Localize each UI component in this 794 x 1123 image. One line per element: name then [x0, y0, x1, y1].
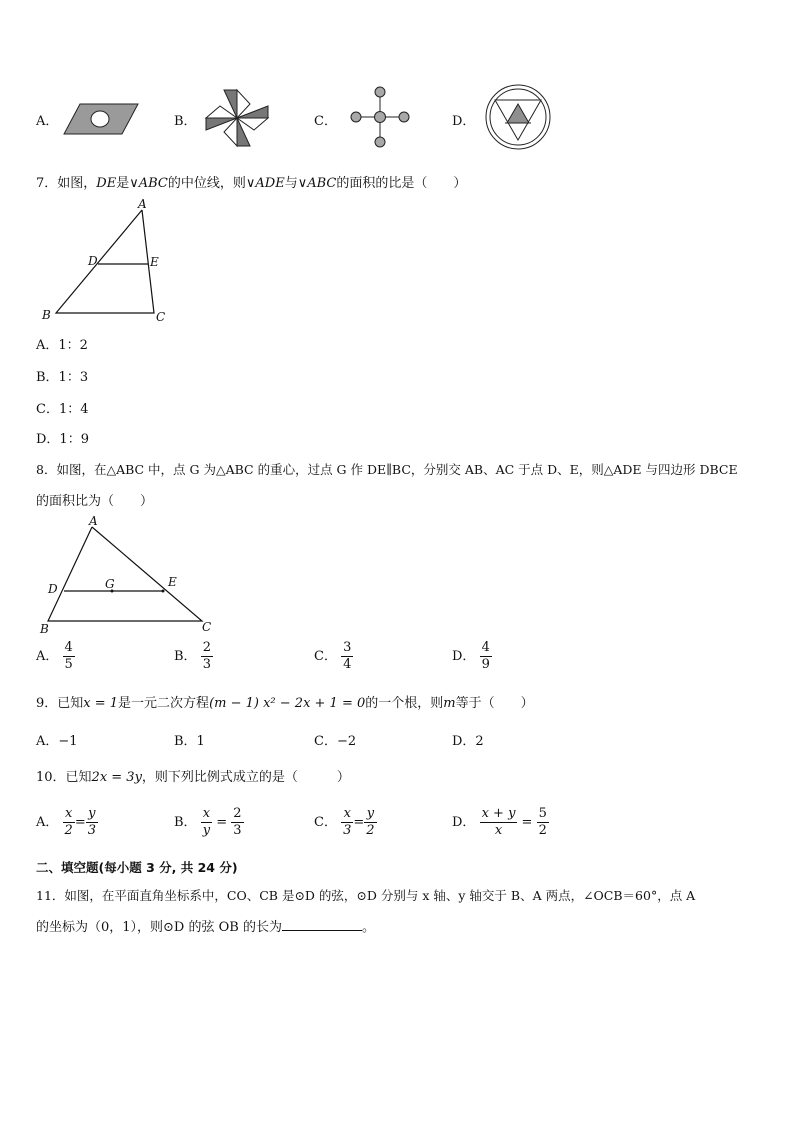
q8-label-a: A	[89, 514, 98, 528]
q8-label-b: B	[40, 622, 49, 636]
q7-triangle-abc: ABC	[138, 176, 168, 191]
fraction	[63, 640, 75, 673]
q11-text: 。	[361, 920, 375, 935]
q9-equation: (m − 1) x² − 2x + 1 = 0	[209, 696, 366, 711]
denominator: 2	[538, 823, 547, 838]
fraction	[364, 806, 376, 839]
q11-answer-blank[interactable]	[282, 918, 362, 931]
denominator: 3	[233, 823, 242, 838]
numerator: 4	[64, 640, 73, 655]
q7-label-d: D	[88, 254, 98, 268]
pinwheel-icon	[204, 88, 270, 148]
q7-triangle-ade: ADE	[255, 176, 285, 191]
option-letter: D．	[452, 815, 476, 830]
option-letter: A．	[36, 649, 59, 664]
q8-option-d[interactable]	[452, 640, 492, 673]
q8-triangle-figure	[36, 514, 226, 636]
q10-option-c[interactable]: C． $\frac{x}{3}$ = $\frac{y}{2}$	[314, 806, 375, 838]
q7-label-a: A	[138, 198, 147, 211]
q6-option-d-letter[interactable]: D．	[452, 114, 476, 129]
q7-text: 与	[284, 176, 298, 191]
q7-text: 是	[116, 176, 130, 191]
q7-label-e: E	[150, 255, 159, 269]
option-letter: B．	[174, 815, 197, 830]
fraction	[63, 806, 75, 839]
fraction	[537, 806, 549, 839]
option-letter: B．	[174, 649, 197, 664]
fraction	[231, 806, 243, 839]
denominator: 3	[343, 823, 352, 838]
q6-option-a-letter[interactable]: A．	[36, 114, 59, 129]
numerator: 4	[481, 640, 490, 655]
triangle-symbol: ∨	[129, 176, 139, 191]
option-letter: D．	[452, 649, 476, 664]
numerator: 2	[233, 806, 242, 821]
q7-option-b[interactable]: B．1：3	[36, 370, 89, 385]
numerator: x	[63, 806, 75, 823]
q9-text: 是一元二次方程	[118, 696, 210, 711]
denominator: 2	[64, 823, 73, 838]
denominator: y	[202, 823, 211, 838]
option-letter: C．	[314, 649, 337, 664]
q6-option-b-letter[interactable]: B．	[174, 114, 197, 129]
denominator: 3	[202, 657, 211, 672]
q7-label-b: B	[42, 308, 51, 322]
q9-text: 的一个根，则	[365, 696, 444, 711]
denominator: 4	[343, 657, 352, 672]
q7-number: 7．如图，	[36, 176, 97, 191]
q9-stem	[36, 692, 534, 711]
q7-triangle-abc: ABC	[307, 176, 337, 191]
q8-stem-line1: 8．如图，在△ABC 中，点 G 为△ABC 的重心，过点 G 作 DE∥BC，分别交 AB、AC 于点 D、E，则△ADE 与四边形 DBCE	[36, 462, 738, 477]
numerator: y	[86, 806, 98, 823]
q11-stem-line1: 11．如图，在平面直角坐标系中，CO、CB 是⊙D 的弦，⊙D 分别与 x 轴、y 轴交于 B、A 两点，∠OCB＝60°，点 A	[36, 888, 696, 903]
cross-of-circles-icon	[346, 84, 414, 150]
q7-segment-de: DE	[96, 176, 117, 191]
q10-stem	[36, 766, 350, 785]
denominator: 3	[87, 823, 96, 838]
fraction	[480, 806, 518, 839]
numerator: 3	[343, 640, 352, 655]
fraction	[341, 640, 353, 673]
q7-stem	[36, 172, 466, 191]
q7-option-c[interactable]: C．1：4	[36, 402, 89, 417]
q8-label-e: E	[168, 575, 177, 589]
denominator: 2	[366, 823, 375, 838]
numerator: y	[364, 806, 376, 823]
q9-text: 等于（ ）	[455, 696, 534, 711]
numerator: 2	[202, 640, 211, 655]
fraction	[86, 806, 98, 839]
q8-option-a[interactable]	[36, 640, 75, 673]
q10-text: ，则下列比例式成立的是（ ）	[141, 770, 350, 785]
triangle-symbol: ∨	[245, 176, 256, 191]
q7-text: 的中位线，则	[167, 176, 246, 191]
q8-option-b[interactable]	[174, 640, 213, 673]
q9-option-a[interactable]: A．−1	[36, 734, 78, 749]
q8-stem-line2: 的面积比为（ ）	[36, 494, 154, 509]
q8-point-e-dot	[162, 590, 165, 593]
denominator: 9	[481, 657, 490, 672]
q8-label-g: G	[105, 577, 115, 591]
q7-triangle-outline	[56, 210, 154, 313]
q10-option-b[interactable]: B． $\frac{x}{y}$ = $\frac{2}{3}$	[174, 806, 242, 838]
numerator: x + y	[481, 806, 516, 821]
denominator: x	[494, 823, 503, 838]
q9-text: 9．已知	[36, 696, 84, 711]
q9-option-d[interactable]: D．2	[452, 734, 484, 749]
section-title-fill-in: 二、填空题(每小题 3 分, 共 24 分)	[36, 860, 238, 875]
q9-option-b[interactable]: B．1	[174, 734, 205, 749]
q7-text: 的面积的比是（ ）	[336, 176, 467, 191]
q8-triangle-outline	[48, 527, 202, 621]
q7-label-c: C	[156, 310, 166, 324]
numerator: 5	[538, 806, 547, 821]
fraction	[201, 806, 212, 839]
q9-option-c[interactable]: C．−2	[314, 734, 357, 749]
triangle-symbol: ∨	[297, 176, 308, 191]
parallelogram-with-circle-icon	[62, 100, 142, 138]
option-letter: A．	[36, 815, 59, 830]
q7-option-d[interactable]: D．1：9	[36, 432, 89, 447]
q7-triangle-figure	[36, 198, 176, 326]
q10-text: 10．已知	[36, 770, 92, 785]
q6-option-c-letter[interactable]: C．	[314, 114, 337, 129]
fraction	[201, 640, 213, 673]
fraction	[480, 640, 492, 673]
q9-variable-m: m	[443, 696, 456, 711]
q9-equation-root: x = 1	[83, 696, 119, 711]
circle-with-triangles-icon	[483, 84, 553, 150]
q10-option-a[interactable]: A． $\frac{x}{2}$ = $\frac{y}{3}$	[36, 806, 96, 838]
q10-equation: 2x = 3y	[91, 770, 142, 785]
numerator: x	[201, 806, 212, 823]
option-letter: C．	[314, 815, 337, 830]
q8-label-d: D	[48, 582, 58, 596]
q8-option-c[interactable]	[314, 640, 353, 673]
q7-option-a[interactable]: A．1：2	[36, 338, 88, 353]
fraction	[341, 806, 353, 839]
q11-text: 的坐标为（0，1），则⊙D 的弦 OB 的长为	[36, 920, 282, 935]
numerator: x	[341, 806, 353, 823]
q11-stem-line2	[36, 916, 375, 935]
denominator: 5	[64, 657, 73, 672]
q10-option-d[interactable]: D． $\frac{x + y}{x}$ = $\frac{5}{2}$	[452, 806, 547, 838]
q8-label-c: C	[202, 620, 212, 634]
